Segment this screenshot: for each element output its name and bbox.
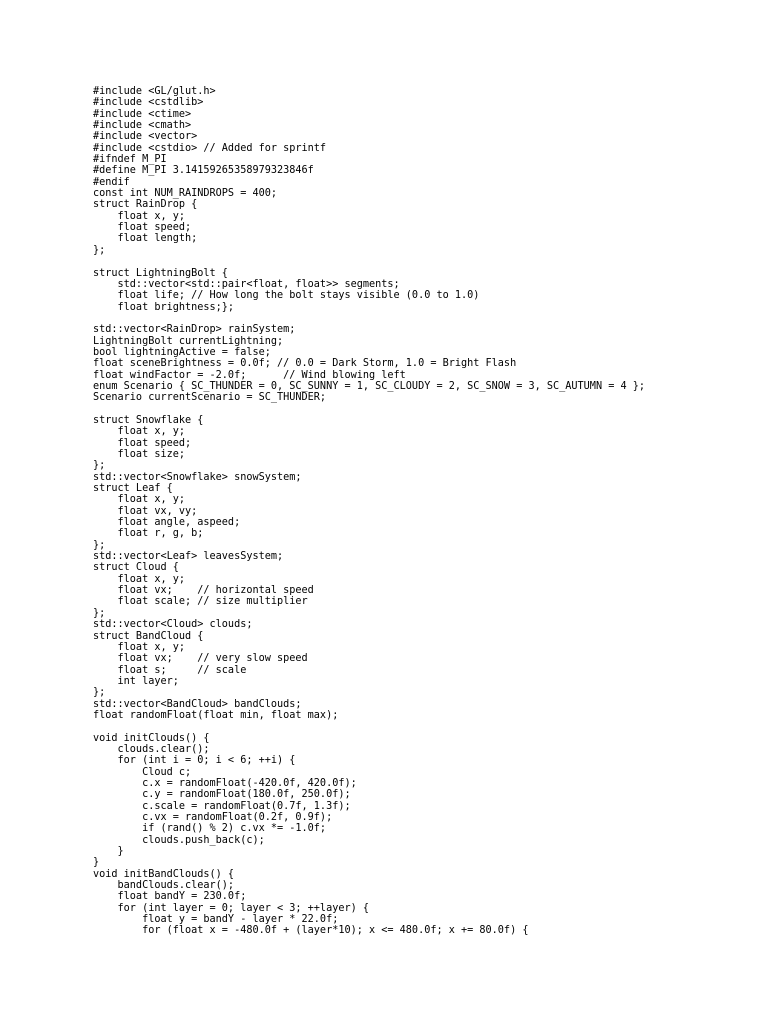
code-line: #endif — [93, 176, 130, 188]
code-line: int layer; — [93, 675, 179, 687]
code-line: float scale; // size multiplier — [93, 596, 308, 608]
code-line: struct Leaf { — [93, 483, 173, 495]
code-line: float speed; — [93, 222, 192, 234]
code-listing — [93, 86, 645, 937]
code-line: #include <cstdlib> — [93, 97, 204, 109]
code-line: std::vector<Snowflake> snowSystem; — [93, 471, 302, 483]
code-line: std::vector<Leaf> leavesSystem; — [93, 551, 284, 563]
code-line: } — [93, 857, 100, 869]
code-line: for (int i = 0; i < 6; ++i) { — [93, 755, 296, 767]
code-line: for (float x = -480.0f + (layer*10); x <= 480.0f; x += 80.0f) { — [93, 925, 529, 937]
code-line: float randomFloat(float min, float max); — [93, 709, 339, 721]
code-line: bandClouds.clear(); — [93, 880, 235, 892]
code-line: #include <cmath> — [93, 120, 192, 132]
code-line: float x, y; — [93, 494, 186, 506]
code-line: struct LightningBolt { — [93, 267, 228, 279]
code-line: float angle, aspeed; — [93, 517, 241, 529]
code-line: float r, g, b; — [93, 528, 204, 540]
code-line: float x, y; — [93, 573, 186, 585]
code-line: std::vector<std::pair<float, float>> segments; — [93, 278, 400, 290]
code-line: #include <GL/glut.h> — [93, 86, 216, 97]
code-line: for (int layer = 0; layer < 3; ++layer) { — [93, 902, 370, 914]
code-line: #define M_PI 3.14159265358979323846f — [93, 165, 314, 177]
code-line: float life; // How long the bolt stays visible (0.0 to 1.0) — [93, 290, 480, 302]
code-line — [93, 313, 645, 324]
code-line: float vx; // horizontal speed — [93, 585, 314, 597]
code-line — [93, 256, 645, 267]
code-line: float brightness;}; — [93, 301, 235, 313]
code-line: #include <vector> — [93, 131, 198, 143]
code-line: float windFactor = -2.0f; // Wind blowing left — [93, 369, 406, 381]
code-line: float vx, vy; — [93, 505, 198, 517]
code-line: struct BandCloud { — [93, 630, 204, 642]
code-line: struct Cloud { — [93, 562, 179, 574]
code-line: float length; — [93, 233, 198, 245]
code-line: const int NUM_RAINDROPS = 400; — [93, 188, 278, 200]
code-line: #ifndef M_PI — [93, 154, 167, 166]
code-line: if (rand() % 2) c.vx *= -1.0f; — [93, 823, 327, 835]
code-line: enum Scenario { SC_THUNDER = 0, SC_SUNNY = 1, SC_CLOUDY = 2, SC_SNOW = 3, SC_AUTUMN = 4 }; — [93, 380, 646, 392]
code-line: float x, y; — [93, 641, 186, 653]
code-line: #include <ctime> — [93, 108, 192, 120]
code-line: #include <cstdio> // Added for sprintf — [93, 142, 327, 154]
code-line — [93, 721, 645, 732]
code-line: c.vx = randomFloat(0.2f, 0.9f); — [93, 812, 333, 823]
code-line: float x, y; — [93, 426, 186, 438]
code-line: std::vector<Cloud> clouds; — [93, 619, 253, 631]
code-line: float speed; — [93, 437, 192, 449]
code-line: clouds.push_back(c); — [93, 834, 265, 846]
code-line: void initBandClouds() { — [93, 868, 235, 880]
code-line: float x, y; — [93, 210, 186, 222]
code-line: }; — [93, 539, 106, 551]
code-line — [93, 404, 645, 415]
code-line: std::vector<BandCloud> bandClouds; — [93, 698, 302, 710]
code-line: float vx; // very slow speed — [93, 653, 308, 665]
code-line: } — [93, 846, 124, 858]
code-line: float s; // scale — [93, 664, 247, 676]
code-line: float size; — [93, 449, 186, 460]
code-line: std::vector<RainDrop> rainSystem; — [93, 324, 296, 336]
code-line: float y = bandY - layer * 22.0f; — [93, 914, 339, 926]
code-line: clouds.clear(); — [93, 743, 210, 755]
code-line: c.y = randomFloat(180.0f, 250.0f); — [93, 789, 351, 801]
code-line: }; — [93, 244, 106, 256]
code-line: c.x = randomFloat(-420.0f, 420.0f); — [93, 777, 357, 789]
code-line: float sceneBrightness = 0.0f; // 0.0 = Dark Storm, 1.0 = Bright Flash — [93, 358, 517, 370]
code-line: c.scale = randomFloat(0.7f, 1.3f); — [93, 800, 351, 812]
code-line: struct Snowflake { — [93, 414, 204, 426]
code-line: bool lightningActive = false; — [93, 346, 271, 358]
code-line: }; — [93, 687, 106, 699]
code-line: Cloud c; — [93, 766, 192, 778]
code-line: }; — [93, 460, 106, 472]
code-line: Scenario currentScenario = SC_THUNDER; — [93, 392, 327, 404]
code-line: }; — [93, 607, 106, 619]
code-line: void initClouds() { — [93, 732, 210, 744]
code-line: float bandY = 230.0f; — [93, 891, 247, 903]
code-line: LightningBolt currentLightning; — [93, 335, 284, 347]
code-line: struct RainDrop { — [93, 199, 198, 211]
